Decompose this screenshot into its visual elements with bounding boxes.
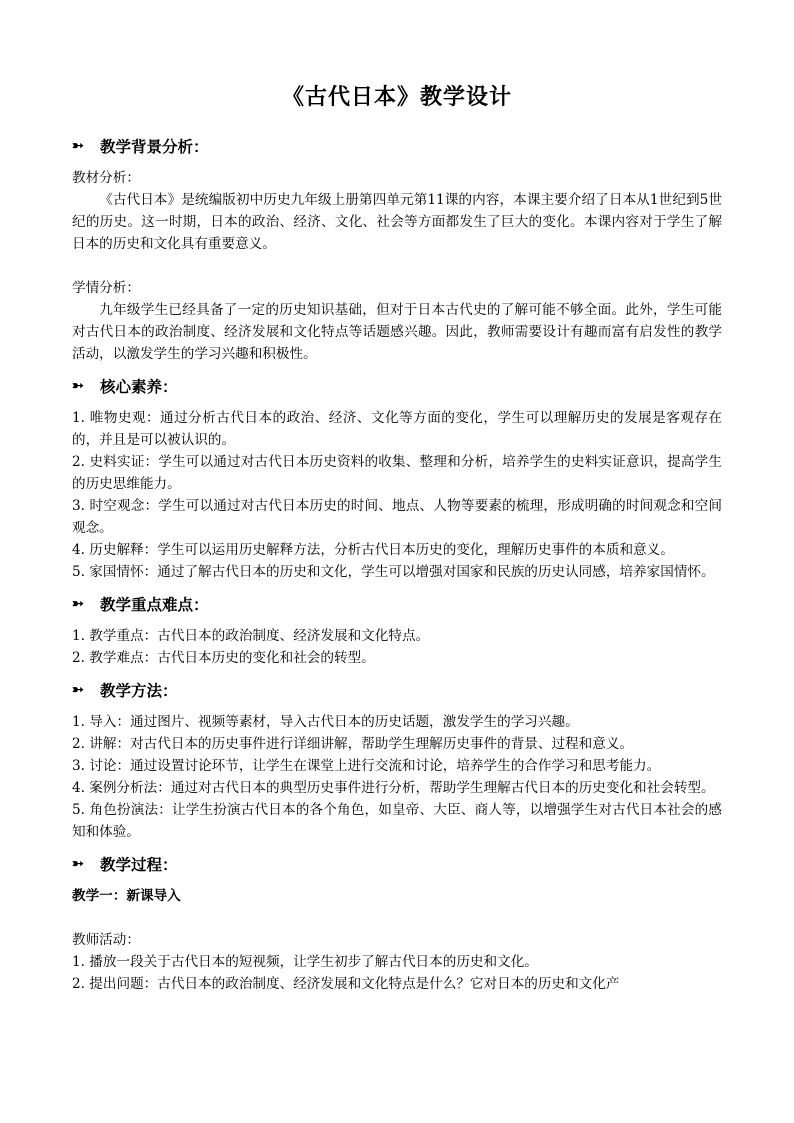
material-label: 教材分析：: [72, 170, 140, 186]
list-item: 3. 讨论：通过设置讨论环节，让学生在课堂上进行交流和讨论，培养学生的合作学习和思考能力。: [72, 758, 661, 774]
arrow-bullet-icon: ➳: [72, 596, 84, 612]
list-item: 4. 案例分析法：通过对古代日本的典型历史事件进行分析，帮助学生理解古代日本的历史变化和社会转型。: [72, 780, 715, 796]
section-heading-text: 核心素养：: [100, 377, 178, 396]
section-heading-text: 教学过程：: [100, 855, 178, 874]
section-heading-text: 教学背景分析：: [100, 137, 209, 156]
arrow-bullet-icon: ➳: [72, 856, 84, 872]
section-heading-methods: [72, 679, 722, 701]
teacher-label: 教师活动：: [72, 932, 140, 948]
arrow-bullet-icon: ➳: [72, 378, 84, 394]
document-page: [72, 80, 722, 995]
list-item: 2. 史料实证：学生可以通过对古代日本历史资料的收集、整理和分析，培养学生的史料实证意识，提高学生的历史思维能力。: [72, 454, 722, 492]
list-item: 1. 播放一段关于古代日本的短视频，让学生初步了解古代日本的历史和文化。: [72, 954, 538, 970]
list-item: 5. 角色扮演法：让学生扮演古代日本的各个角色，如皇帝、大臣、商人等，以增强学生对古代日本社会的感知和体验。: [72, 802, 722, 840]
section-heading-keypoints: [72, 593, 722, 615]
section-heading-text: 教学方法：: [100, 681, 178, 700]
list-item: 1. 教学重点：古代日本的政治制度、经济发展和文化特点。: [72, 628, 430, 644]
list-item: 2. 教学难点：古代日本历史的变化和社会的转型。: [72, 650, 375, 666]
list-item: 2. 提出问题：古代日本的政治制度、经济发展和文化特点是什么？它对日本的历史和文化产: [72, 976, 620, 992]
section-heading-text: 教学重点难点：: [100, 595, 209, 614]
page-title: 《古代日本》教学设计: [281, 84, 512, 110]
list-item: 5. 家国情怀：通过了解古代日本的历史和文化，学生可以增强对国家和民族的历史认同感，培养家国情怀。: [72, 564, 715, 580]
student-label: 学情分析：: [72, 280, 140, 296]
section-heading-process: [72, 853, 722, 875]
list-item: 1. 唯物史观：通过分析古代日本的政治、经济、文化等方面的变化，学生可以理解历史的发展是客观存在的，并且是可以被认识的。: [72, 410, 722, 448]
list-item: 1. 导入：通过图片、视频等素材，导入古代日本的历史话题，激发学生的学习兴趣。: [72, 714, 579, 730]
student-text: 九年级学生已经具备了一定的历史知识基础，但对于日本古代史的了解可能不够全面。此外，学生可能对古代日本的政治制度、经济发展和文化特点等话题感兴趣。因此，教师需要设计有趣而富有启发性的教学活动，以激发学生的学习兴趣和积极性。: [72, 302, 722, 362]
step-title: 教学一：新课导入: [72, 888, 181, 904]
section-heading-core: [72, 375, 722, 397]
list-item: 2. 讲解：对古代日本的历史事件进行详细讲解，帮助学生理解历史事件的背景、过程和意义。: [72, 736, 634, 752]
arrow-bullet-icon: ➳: [72, 138, 84, 154]
arrow-bullet-icon: ➳: [72, 682, 84, 698]
list-item: 3. 时空观念：学生可以通过对古代日本历史的时间、地点、人物等要素的梳理，形成明确的时间观念和空间观念。: [72, 498, 722, 536]
list-item: 4. 历史解释：学生可以运用历史解释方法，分析古代日本历史的变化，理解历史事件的本质和意义。: [72, 542, 674, 558]
material-text: 《古代日本》是统编版初中历史九年级上册第四单元第11课的内容，本课主要介绍了日本从1世纪到5世纪的历史。这一时期，日本的政治、经济、文化、社会等方面都发生了巨大的变化。本课内容对于学生了解日本的历史和文化具有重要意义。: [72, 192, 722, 252]
section-heading-background: [72, 135, 722, 157]
